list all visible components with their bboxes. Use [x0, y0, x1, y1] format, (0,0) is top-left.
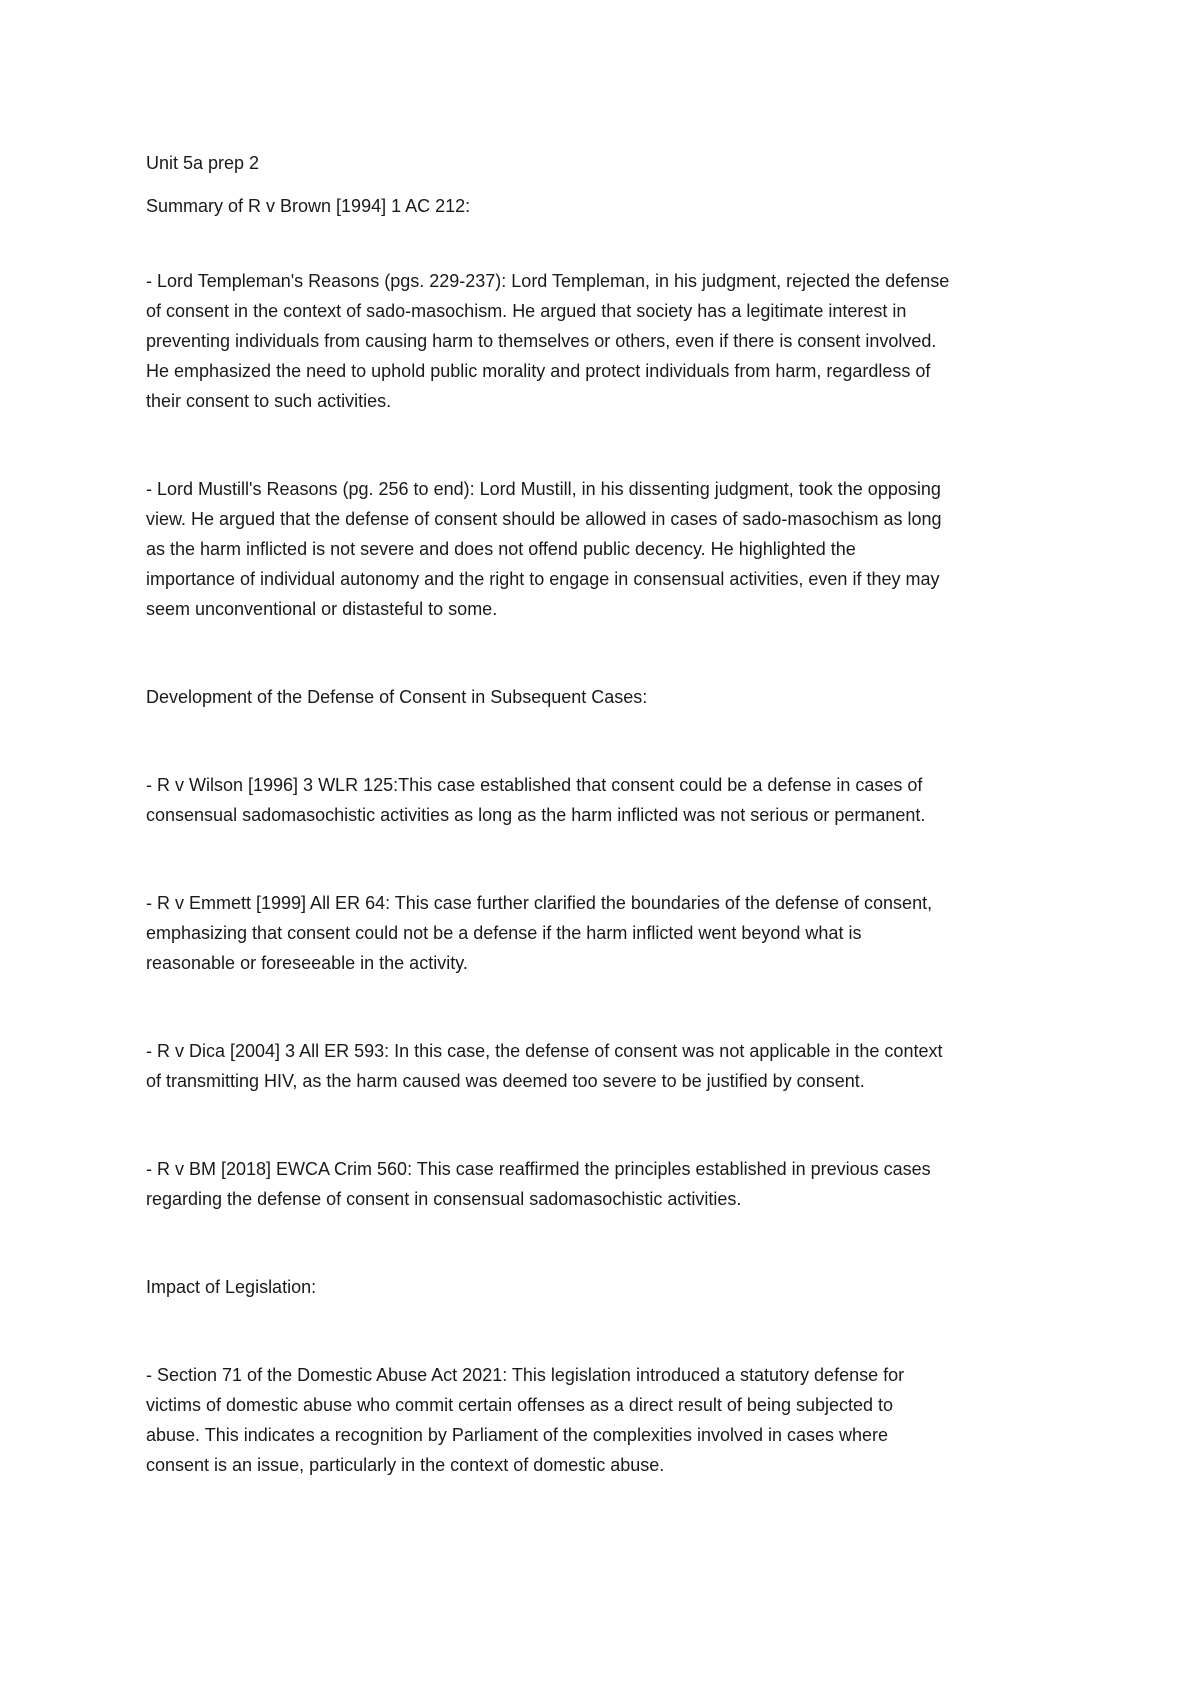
paragraph-line: He emphasized the need to uphold public morality and protect individuals from harm, regardless of: [146, 361, 931, 381]
wilson-paragraph: [146, 770, 1076, 830]
paragraph-line: reasonable or foreseeable in the activity.: [146, 953, 468, 973]
paragraph-line: - Section 71 of the Domestic Abuse Act 2021: This legislation introduced a statutory defense for: [146, 1365, 905, 1385]
document-body: [146, 148, 1076, 1480]
paragraph-line: - R v Dica [2004] 3 All ER 593: In this case, the defense of consent was not applicable in the context: [146, 1041, 943, 1061]
paragraph-line: as the harm inflicted is not severe and does not offend public decency. He highlighted the: [146, 539, 856, 559]
mustill-paragraph: [146, 474, 1076, 624]
paragraph-line: - Lord Templeman's Reasons (pgs. 229-237): Lord Templeman, in his judgment, rejected the defense: [146, 271, 950, 291]
paragraph-line: consensual sadomasochistic activities as long as the harm inflicted was not serious or permanent.: [146, 805, 926, 825]
paragraph-line: victims of domestic abuse who commit certain offenses as a direct result of being subjected to: [146, 1395, 894, 1415]
paragraph-line: seem unconventional or distasteful to some.: [146, 599, 498, 619]
paragraph-line: - R v Emmett [1999] All ER 64: This case further clarified the boundaries of the defense of consent,: [146, 893, 933, 913]
section71-paragraph: [146, 1360, 1076, 1480]
bm-paragraph: [146, 1154, 1076, 1214]
paragraph-line: importance of individual autonomy and the right to engage in consensual activities, even if they may: [146, 569, 940, 589]
paragraph-line: - Lord Mustill's Reasons (pg. 256 to end): Lord Mustill, in his dissenting judgment, took the opposing: [146, 479, 941, 499]
templeman-paragraph: [146, 266, 1076, 416]
paragraph-line: of transmitting HIV, as the harm caused was deemed too severe to be justified by consent.: [146, 1071, 865, 1091]
paragraph-line: - R v BM [2018] EWCA Crim 560: This case reaffirmed the principles established in previous cases: [146, 1159, 931, 1179]
paragraph-line: regarding the defense of consent in consensual sadomasochistic activities.: [146, 1189, 742, 1209]
paragraph-line: their consent to such activities.: [146, 391, 392, 411]
paragraph-line: view. He argued that the defense of consent should be allowed in cases of sado-masochism as long: [146, 509, 942, 529]
paragraph-line: preventing individuals from causing harm to themselves or others, even if there is consent involved.: [146, 331, 937, 351]
paragraph-line: consent is an issue, particularly in the context of domestic abuse.: [146, 1455, 665, 1475]
document-subtitle: Summary of R v Brown [1994] 1 AC 212:: [146, 196, 471, 216]
paragraph-line: emphasizing that consent could not be a defense if the harm inflicted went beyond what is: [146, 923, 862, 943]
paragraph-line: of consent in the context of sado-masochism. He argued that society has a legitimate interest in: [146, 301, 907, 321]
paragraph-line: abuse. This indicates a recognition by Parliament of the complexities involved in cases where: [146, 1425, 889, 1445]
emmett-paragraph: [146, 888, 1076, 978]
development-heading: Development of the Defense of Consent in Subsequent Cases:: [146, 687, 648, 707]
legislation-heading: Impact of Legislation:: [146, 1277, 317, 1297]
dica-paragraph: [146, 1036, 1076, 1096]
paragraph-line: - R v Wilson [1996] 3 WLR 125:This case established that consent could be a defense in cases of: [146, 775, 923, 795]
document-title: Unit 5a prep 2: [146, 153, 260, 173]
